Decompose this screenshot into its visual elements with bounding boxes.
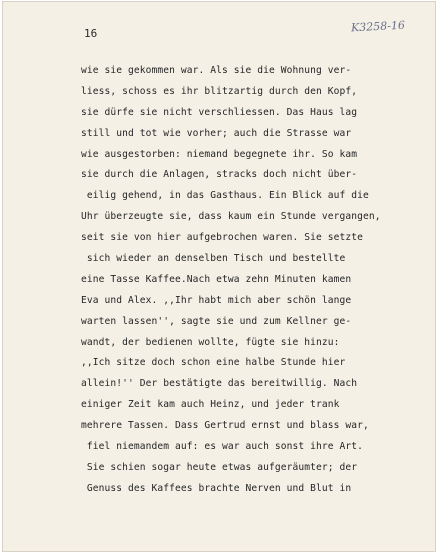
text-line: allein!'' Der bestätigte das bereitwillig. Nach — [81, 378, 358, 390]
text-line: wie ausgestorben: niemand begegnete ihr. So kam — [81, 148, 358, 160]
text-line: sie durch die Anlagen, stracks doch nicht über- — [81, 169, 358, 181]
text-line: seit sie von hier aufgebrochen waren. Sie setzte — [81, 232, 364, 244]
text-line: sich wieder an denselben Tisch und bestellte — [81, 253, 346, 265]
text-line: eilig gehend, in das Gasthaus. Ein Blick auf die — [81, 190, 369, 202]
text-line: mehrere Tassen. Dass Gertrud ernst und blass war, — [81, 420, 369, 432]
text-line: warten lassen'', sagte sie und zum Kellner ge- — [81, 315, 352, 327]
text-line: wandt, der bedienen wollte, fügte sie hinzu: — [81, 336, 340, 348]
text-line: still und tot wie vorher; auch die Strasse war — [81, 127, 352, 139]
page-number: 16 — [84, 27, 98, 40]
text-line: Uhr überzeugte sie, dass kaum ein Stunde vergangen, — [81, 211, 381, 223]
text-line: eine Tasse Kaffee.Nach etwa zehn Minuten kamen — [81, 273, 352, 285]
text-line: sie dürfe sie nicht verschliessen. Das Haus lag — [81, 106, 358, 118]
archive-reference-annotation: K3258-16 — [350, 18, 406, 35]
manuscript-page — [2, 1, 436, 552]
text-line: liess, schoss es ihr blitzartig durch den Kopf, — [81, 85, 358, 97]
text-line: einiger Zeit kam auch Heinz, und jeder trank — [81, 399, 340, 411]
text-line: Eva und Alex. ,,Ihr habt mich aber schön lange — [81, 294, 352, 306]
typed-text-body — [81, 64, 381, 503]
text-line: wie sie gekommen war. Als sie die Wohnung ver- — [81, 65, 352, 76]
text-line: Genuss des Kaffees brachte Nerven und Blut in — [81, 482, 352, 494]
text-line: ,,Ich sitze doch schon eine halbe Stunde hier — [81, 357, 346, 369]
text-line: Sie schien sogar heute etwas aufgeräumter; der — [81, 461, 358, 473]
text-line: fiel niemandem auf: es war auch sonst ihre Art. — [81, 441, 364, 453]
